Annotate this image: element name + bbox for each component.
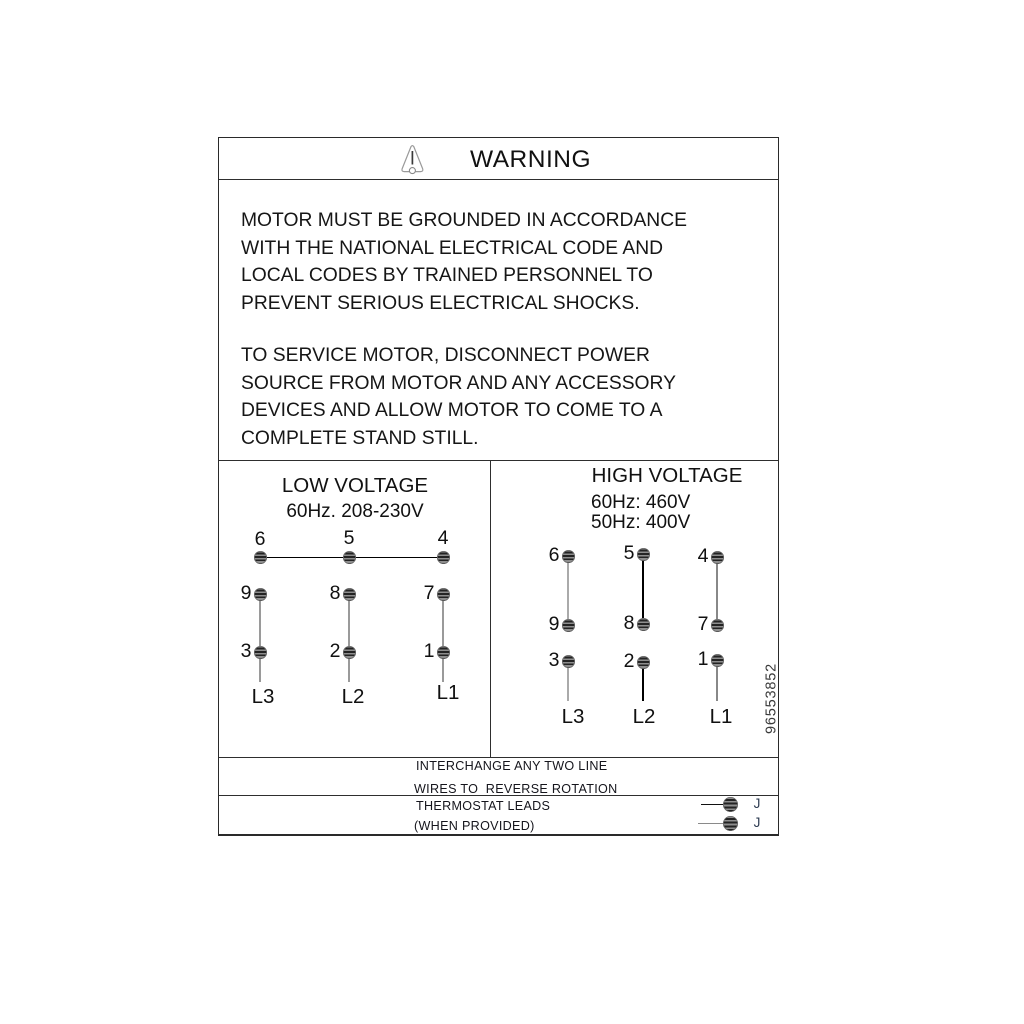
- lv-wire-9-3-l3: [259, 594, 261, 682]
- lv-terminal-1-dot: [437, 646, 450, 659]
- hv-terminal-1-dot: [711, 654, 724, 667]
- thermostat-lead-dot-2: [723, 816, 738, 831]
- hv-line-label-l1: L1: [709, 705, 733, 728]
- lv-terminal-3-dot: [254, 646, 267, 659]
- rotation-note-line-2: WIRES TO REVERSE ROTATION: [414, 782, 618, 796]
- hv-terminal-8-dot: [637, 618, 650, 631]
- lv-terminal-9-dot: [254, 588, 267, 601]
- thermostat-section: [219, 796, 778, 837]
- wiring-diagrams-section: [219, 461, 778, 758]
- warning-title: WARNING: [470, 146, 591, 173]
- thermostat-line-1: THERMOSTAT LEADS: [416, 799, 551, 813]
- hv-wire-1-l1: [716, 661, 718, 701]
- hv-terminal-4-dot: [711, 551, 724, 564]
- hv-terminal-9-dot: [562, 619, 575, 632]
- lv-terminal-6-label: 6: [254, 528, 266, 550]
- thermostat-lead-label-2: J: [753, 815, 761, 830]
- warning-line: SOURCE FROM MOTOR AND ANY ACCESSORY: [241, 372, 676, 394]
- warning-paragraph-2: [241, 342, 768, 452]
- lv-line-label-l2: L2: [341, 685, 365, 708]
- warning-label: [218, 137, 779, 836]
- warning-paragraph-1: [241, 207, 768, 317]
- thermostat-lead-dot-1: [723, 797, 738, 812]
- thermostat-lead-label-1: J: [753, 796, 761, 811]
- hv-terminal-2-label: 2: [623, 650, 635, 672]
- lv-terminal-8-label: 8: [329, 582, 341, 604]
- lv-wire-7-1-l1: [442, 594, 444, 682]
- warning-line: LOCAL CODES BY TRAINED PERSONNEL TO: [241, 265, 653, 286]
- warning-line: TO SERVICE MOTOR, DISCONNECT POWER: [241, 345, 650, 366]
- lv-terminal-7-label: 7: [423, 582, 435, 604]
- low-voltage-title: LOW VOLTAGE: [281, 474, 429, 497]
- warning-line: DEVICES AND ALLOW MOTOR TO COME TO A: [241, 400, 663, 421]
- warning-line: WITH THE NATIONAL ELECTRICAL CODE AND: [241, 237, 664, 259]
- hv-terminal-5-dot: [637, 548, 650, 561]
- lv-terminal-7-dot: [437, 588, 450, 601]
- high-voltage-subtitle-60hz: 60Hz: 460V: [591, 492, 691, 513]
- lv-terminal-4-label: 4: [437, 527, 449, 549]
- warning-triangle-icon: [400, 144, 425, 180]
- thermostat-lead-line-2: [698, 823, 725, 825]
- hv-terminal-7-dot: [711, 619, 724, 632]
- lv-terminal-2-label: 2: [329, 640, 341, 662]
- hv-terminal-5-label: 5: [623, 542, 635, 564]
- hv-terminal-7-label: 7: [697, 613, 709, 635]
- hv-wire-4-7: [716, 556, 718, 625]
- lv-terminal-6-dot: [254, 551, 267, 564]
- lv-terminal-8-dot: [343, 588, 356, 601]
- high-voltage-subtitle-50hz: 50Hz: 400V: [591, 512, 691, 533]
- low-voltage-subtitle: 60Hz. 208-230V: [286, 501, 424, 522]
- lv-line-label-l3: L3: [251, 685, 275, 708]
- warning-line: MOTOR MUST BE GROUNDED IN ACCORDANCE: [241, 210, 688, 231]
- hv-terminal-4-label: 4: [697, 545, 709, 567]
- warning-line: PREVENT SERIOUS ELECTRICAL SHOCKS.: [241, 292, 640, 314]
- hv-terminal-3-label: 3: [548, 649, 560, 671]
- lv-terminal-3-label: 3: [240, 640, 252, 662]
- lv-terminal-2-dot: [343, 646, 356, 659]
- hv-terminal-6-dot: [562, 550, 575, 563]
- warning-text-section: [219, 180, 778, 461]
- hv-terminal-8-label: 8: [623, 612, 635, 634]
- hv-line-label-l2: L2: [632, 705, 656, 728]
- hv-terminal-6-label: 6: [548, 544, 560, 566]
- hv-terminal-1-label: 1: [697, 648, 709, 670]
- hv-wire-6-9: [567, 556, 569, 625]
- rotation-note-line-1: INTERCHANGE ANY TWO LINE: [416, 759, 608, 773]
- high-voltage-title: HIGH VOLTAGE: [591, 464, 743, 487]
- lv-terminal-5-label: 5: [343, 527, 355, 549]
- hv-line-label-l3: L3: [561, 705, 585, 728]
- lv-terminal-1-label: 1: [423, 640, 435, 662]
- warning-line: COMPLETE STAND STILL.: [241, 427, 479, 449]
- thermostat-line-2: (WHEN PROVIDED): [414, 819, 535, 833]
- hv-terminal-9-label: 9: [548, 613, 560, 635]
- lv-line-label-l1: L1: [436, 681, 460, 704]
- lv-wire-8-2-l2: [348, 594, 350, 682]
- hv-terminal-2-dot: [637, 656, 650, 669]
- lv-terminal-9-label: 9: [240, 582, 252, 604]
- lv-terminal-4-dot: [437, 551, 450, 564]
- hv-terminal-3-dot: [562, 655, 575, 668]
- rotation-note-section: [219, 758, 778, 796]
- serial-number: 96553852: [763, 663, 780, 734]
- hv-wire-5-8: [642, 556, 644, 625]
- warning-header: [219, 138, 778, 180]
- thermostat-lead-line-1: [701, 804, 725, 806]
- lv-terminal-5-dot: [343, 551, 356, 564]
